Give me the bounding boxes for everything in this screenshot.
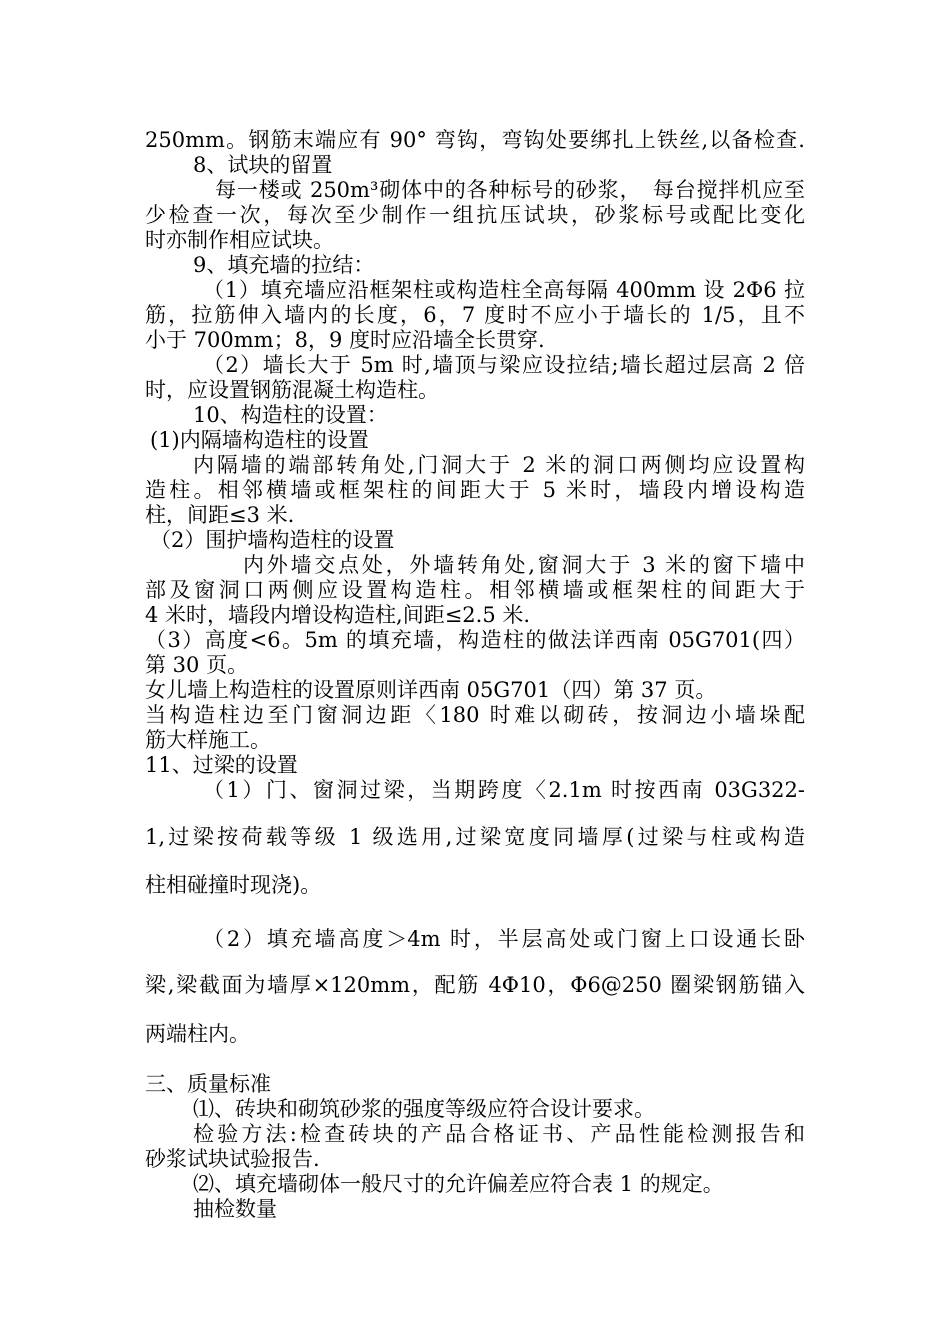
paragraph-line: （1）填充墙应沿框架柱或构造柱全高每隔 400mm 设 2Φ6 拉 bbox=[203, 278, 805, 302]
section-heading: 三、质量标准 bbox=[145, 1072, 271, 1096]
paragraph-line: 每一楼或 250m³砌体中的各种标号的砂浆， 每台搅拌机应至 bbox=[215, 178, 805, 202]
paragraph-line: 第 30 页。 bbox=[145, 653, 249, 677]
paragraph-line: （3）高度<6。5m 的填充墙，构造柱的做法详西南 05G701(四） bbox=[145, 628, 805, 652]
paragraph-line: 时亦制作相应试块。 bbox=[145, 228, 334, 252]
paragraph-line: 小于 700mm；8，9 度时应沿墙全长贯穿. bbox=[145, 328, 545, 352]
section-heading: 8、试块的留置 bbox=[193, 153, 333, 177]
paragraph-line: 抽检数量 bbox=[193, 1197, 277, 1221]
paragraph-line: 两端柱内。 bbox=[145, 1022, 250, 1046]
section-heading: 9、填充墙的拉结： bbox=[193, 253, 375, 277]
paragraph-line: 时，应设置钢筋混凝土构造柱。 bbox=[145, 378, 439, 402]
paragraph-line: 当构造柱边至门窗洞边距〈180 时难以砌砖，按洞边小墙垛配 bbox=[145, 703, 805, 727]
paragraph-line: 造柱。相邻横墙或框架柱的间距大于 5 米时，墙段内增设构造 bbox=[145, 478, 805, 502]
paragraph-line: 1,过梁按荷载等级 1 级选用,过梁宽度同墙厚(过梁与柱或构造 bbox=[145, 825, 805, 849]
paragraph-line: （2）填充墙高度＞4m 时，半层高处或门窗上口设通长卧 bbox=[203, 927, 805, 951]
paragraph-line: 柱，间距≤3 米. bbox=[145, 503, 295, 527]
paragraph-line: 筋大样施工。 bbox=[145, 728, 271, 752]
paragraph-line: ⑵、填充墙砌体一般尺寸的允许偏差应符合表 1 的规定。 bbox=[193, 1172, 724, 1196]
paragraph-line: 砂浆试块试验报告. bbox=[145, 1147, 320, 1171]
paragraph-line: （2）墙长大于 5m 时,墙顶与梁应设拉结;墙长超过层高 2 倍 bbox=[203, 353, 805, 377]
paragraph-line: 少检查一次，每次至少制作一组抗压试块，砂浆标号或配比变化 bbox=[145, 203, 805, 227]
paragraph-line: 女儿墙上构造柱的设置原则详西南 05G701（四）第 37 页。 bbox=[145, 678, 717, 702]
paragraph-line: 4 米时，墙段内增设构造柱,间距≤2.5 米. bbox=[145, 603, 531, 627]
paragraph-line: 检验方法:检查砖块的产品合格证书、产品性能检测报告和 bbox=[193, 1122, 805, 1146]
section-heading: 10、构造柱的设置： bbox=[193, 403, 388, 427]
paragraph-line: 梁,梁截面为墙厚×120mm，配筋 4Φ10，Φ6@250 圈梁钢筋锚入 bbox=[145, 973, 805, 997]
paragraph-line: 内外墙交点处，外墙转角处,窗洞大于 3 米的窗下墙中 bbox=[243, 553, 805, 577]
paragraph-line: 250mm。钢筋末端应有 90° 弯钩，弯钩处要绑扎上铁丝,以备检查. bbox=[145, 128, 805, 152]
paragraph-line: 内隔墙的端部转角处,门洞大于 2 米的洞口两侧均应设置构 bbox=[193, 453, 805, 477]
paragraph-line: 柱相碰撞时现浇)。 bbox=[145, 873, 322, 897]
subsection-heading: （2）围护墙构造柱的设置 bbox=[150, 528, 395, 552]
paragraph-line: （1）门、窗洞过梁，当期跨度〈2.1m 时按西南 03G322- bbox=[203, 778, 805, 802]
section-heading: 11、过梁的设置 bbox=[145, 753, 298, 777]
paragraph-line: 部及窗洞口两侧应设置构造柱。相邻横墙或框架柱的间距大于 bbox=[145, 578, 805, 602]
paragraph-line: ⑴、砖块和砌筑砂浆的强度等级应符合设计要求。 bbox=[193, 1097, 655, 1121]
paragraph-line: 筋，拉筋伸入墙内的长度，6，7 度时不应小于墙长的 1/5，且不 bbox=[145, 303, 805, 327]
subsection-heading: (1)内隔墙构造柱的设置 bbox=[150, 428, 369, 452]
